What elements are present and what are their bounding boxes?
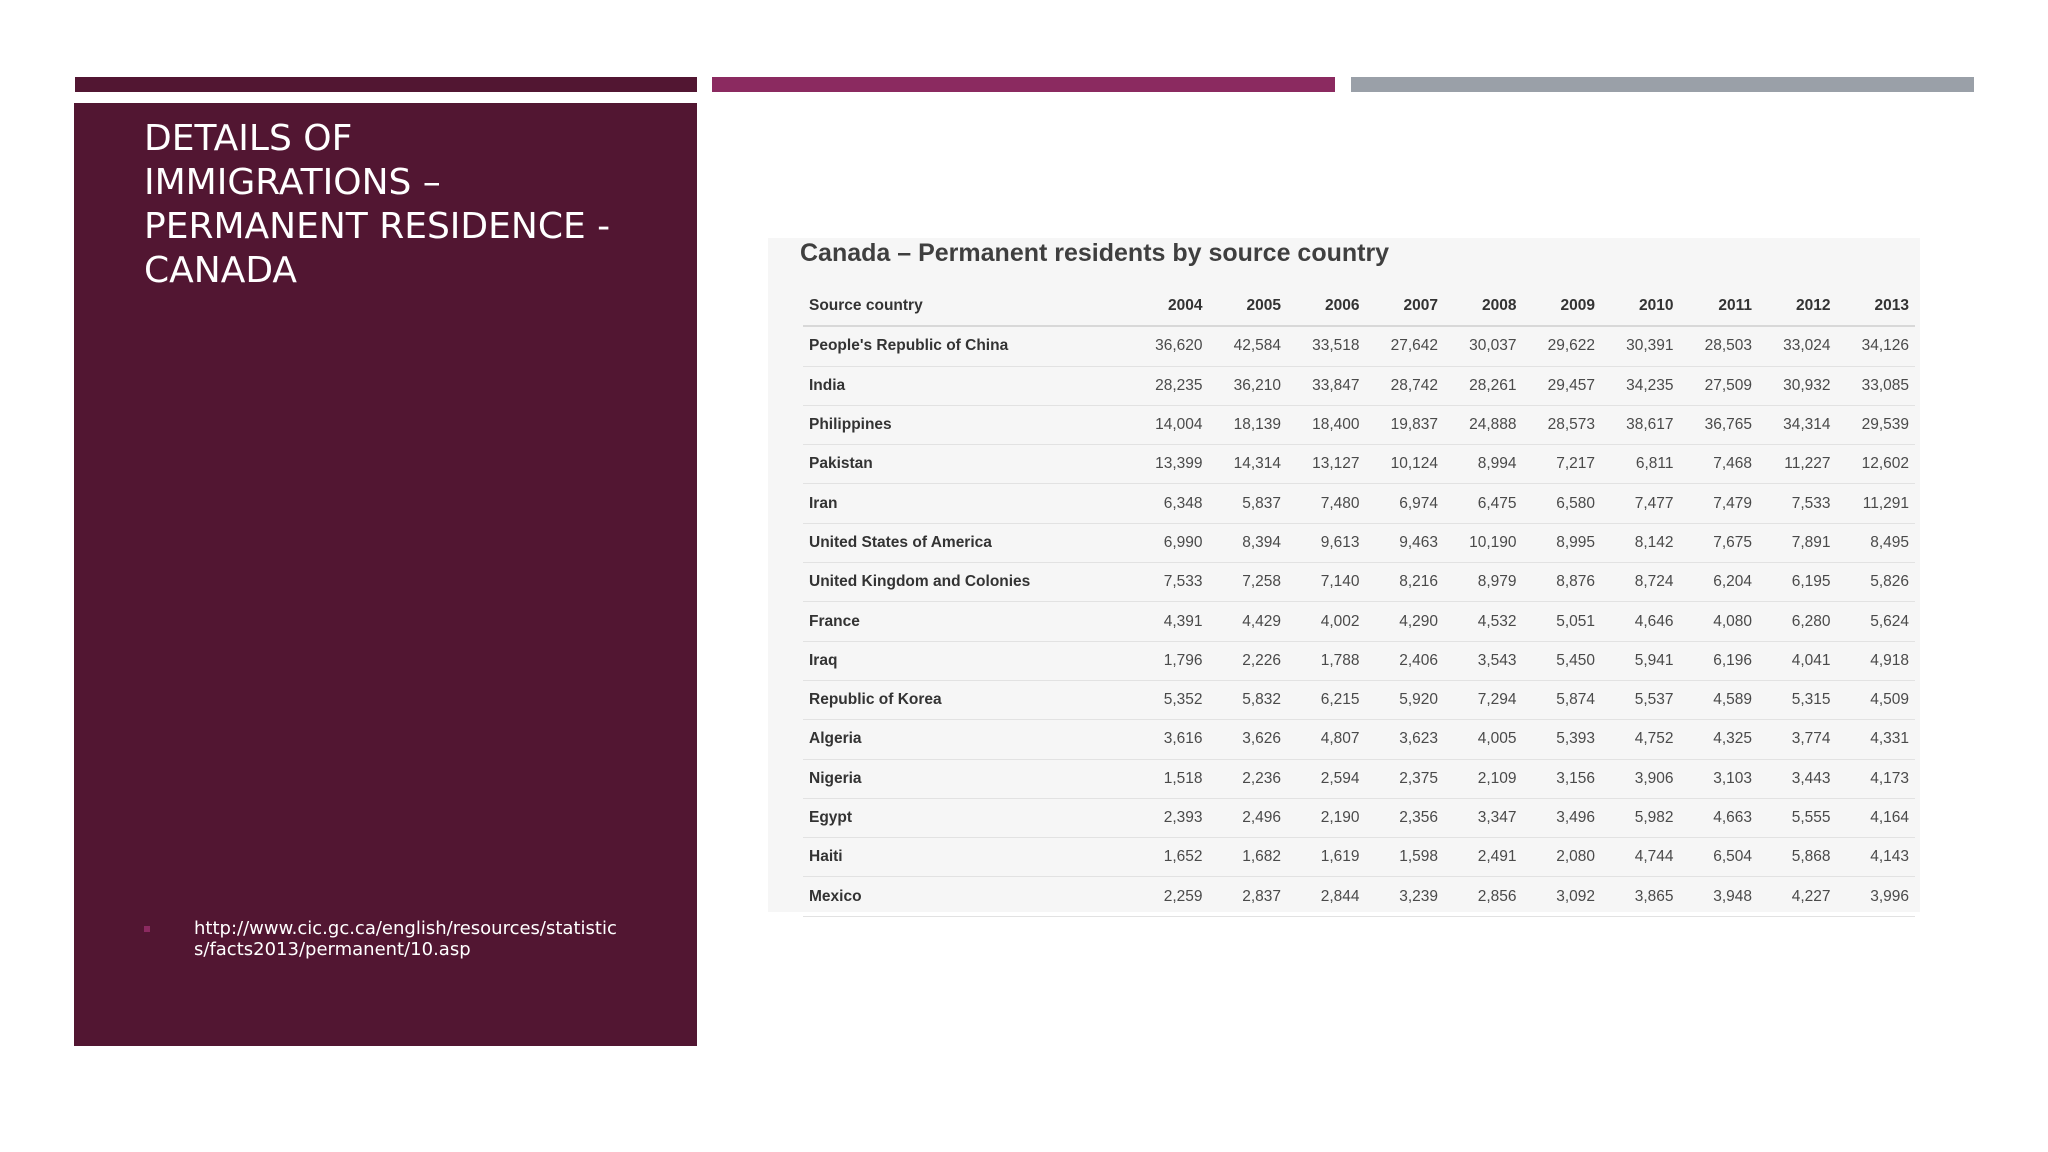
column-header-year: 2009 (1523, 287, 1602, 326)
column-header-year: 2008 (1444, 287, 1523, 326)
table-row (803, 838, 1915, 877)
value-cell: 4,227 (1758, 877, 1837, 916)
column-header-year: 2006 (1287, 287, 1366, 326)
value-cell: 2,837 (1209, 877, 1288, 916)
value-cell: 29,622 (1523, 326, 1602, 366)
value-cell: 30,037 (1444, 326, 1523, 366)
value-cell: 5,920 (1366, 680, 1445, 719)
country-cell: Egypt (803, 798, 1130, 837)
table-row (803, 366, 1915, 405)
value-cell: 5,555 (1758, 798, 1837, 837)
value-cell: 7,140 (1287, 563, 1366, 602)
value-cell: 7,533 (1130, 563, 1209, 602)
table-row (803, 798, 1915, 837)
value-cell: 6,280 (1758, 602, 1837, 641)
country-cell: Iraq (803, 641, 1130, 680)
value-cell: 34,314 (1758, 405, 1837, 444)
value-cell: 7,480 (1287, 484, 1366, 523)
country-cell: Haiti (803, 838, 1130, 877)
value-cell: 5,832 (1209, 680, 1288, 719)
column-header-year: 2010 (1601, 287, 1680, 326)
value-cell: 3,626 (1209, 720, 1288, 759)
value-cell: 5,837 (1209, 484, 1288, 523)
table-row (803, 326, 1915, 366)
value-cell: 3,443 (1758, 759, 1837, 798)
value-cell: 36,620 (1130, 326, 1209, 366)
value-cell: 6,348 (1130, 484, 1209, 523)
value-cell: 14,004 (1130, 405, 1209, 444)
value-cell: 33,085 (1837, 366, 1916, 405)
table-row (803, 877, 1915, 916)
value-cell: 4,331 (1837, 720, 1916, 759)
column-header-year: 2013 (1837, 287, 1916, 326)
value-cell: 19,837 (1366, 405, 1445, 444)
value-cell: 36,210 (1209, 366, 1288, 405)
value-cell: 8,216 (1366, 563, 1445, 602)
table-row (803, 523, 1915, 562)
value-cell: 6,475 (1444, 484, 1523, 523)
value-cell: 3,239 (1366, 877, 1445, 916)
country-cell: France (803, 602, 1130, 641)
value-cell: 8,724 (1601, 563, 1680, 602)
value-cell: 4,080 (1680, 602, 1759, 641)
value-cell: 4,290 (1366, 602, 1445, 641)
slide-title: DETAILS OF IMMIGRATIONS – PERMANENT RESIDENCE - CANADA (144, 118, 611, 291)
value-cell: 18,400 (1287, 405, 1366, 444)
value-cell: 33,847 (1287, 366, 1366, 405)
value-cell: 28,742 (1366, 366, 1445, 405)
value-cell: 4,143 (1837, 838, 1916, 877)
table-row (803, 484, 1915, 523)
column-header-year: 2012 (1758, 287, 1837, 326)
value-cell: 5,874 (1523, 680, 1602, 719)
table-row (803, 759, 1915, 798)
value-cell: 27,509 (1680, 366, 1759, 405)
value-cell: 8,394 (1209, 523, 1288, 562)
accent-bar-left (75, 77, 697, 92)
value-cell: 3,948 (1680, 877, 1759, 916)
column-header-year: 2004 (1130, 287, 1209, 326)
value-cell: 6,196 (1680, 641, 1759, 680)
value-cell: 7,294 (1444, 680, 1523, 719)
value-cell: 4,429 (1209, 602, 1288, 641)
value-cell: 4,663 (1680, 798, 1759, 837)
value-cell: 1,518 (1130, 759, 1209, 798)
value-cell: 7,891 (1758, 523, 1837, 562)
value-cell: 42,584 (1209, 326, 1288, 366)
value-cell: 27,642 (1366, 326, 1445, 366)
value-cell: 2,491 (1444, 838, 1523, 877)
country-cell: United Kingdom and Colonies (803, 563, 1130, 602)
value-cell: 28,503 (1680, 326, 1759, 366)
value-cell: 4,744 (1601, 838, 1680, 877)
value-cell: 5,537 (1601, 680, 1680, 719)
value-cell: 30,391 (1601, 326, 1680, 366)
value-cell: 36,765 (1680, 405, 1759, 444)
value-cell: 1,788 (1287, 641, 1366, 680)
value-cell: 2,080 (1523, 838, 1602, 877)
value-cell: 7,477 (1601, 484, 1680, 523)
value-cell: 1,652 (1130, 838, 1209, 877)
country-cell: Republic of Korea (803, 680, 1130, 719)
value-cell: 3,906 (1601, 759, 1680, 798)
value-cell: 1,598 (1366, 838, 1445, 877)
bullet-square-icon (144, 926, 150, 932)
value-cell: 3,616 (1130, 720, 1209, 759)
value-cell: 10,190 (1444, 523, 1523, 562)
value-cell: 5,982 (1601, 798, 1680, 837)
value-cell: 2,109 (1444, 759, 1523, 798)
residents-table (803, 287, 1915, 917)
value-cell: 4,646 (1601, 602, 1680, 641)
value-cell: 3,996 (1837, 877, 1916, 916)
value-cell: 5,941 (1601, 641, 1680, 680)
country-cell: Algeria (803, 720, 1130, 759)
value-cell: 7,217 (1523, 445, 1602, 484)
value-cell: 5,450 (1523, 641, 1602, 680)
value-cell: 1,796 (1130, 641, 1209, 680)
title-panel (74, 103, 697, 1046)
value-cell: 2,844 (1287, 877, 1366, 916)
table-body (803, 326, 1915, 916)
value-cell: 7,258 (1209, 563, 1288, 602)
value-cell: 28,573 (1523, 405, 1602, 444)
value-cell: 18,139 (1209, 405, 1288, 444)
value-cell: 8,495 (1837, 523, 1916, 562)
value-cell: 2,356 (1366, 798, 1445, 837)
value-cell: 5,352 (1130, 680, 1209, 719)
value-cell: 3,865 (1601, 877, 1680, 916)
table-image (768, 238, 1920, 912)
value-cell: 24,888 (1444, 405, 1523, 444)
value-cell: 13,399 (1130, 445, 1209, 484)
table-row (803, 720, 1915, 759)
table-row (803, 445, 1915, 484)
value-cell: 14,314 (1209, 445, 1288, 484)
country-cell: Iran (803, 484, 1130, 523)
table-row (803, 641, 1915, 680)
value-cell: 5,315 (1758, 680, 1837, 719)
value-cell: 33,518 (1287, 326, 1366, 366)
value-cell: 9,463 (1366, 523, 1445, 562)
value-cell: 8,994 (1444, 445, 1523, 484)
column-header-year: 2007 (1366, 287, 1445, 326)
value-cell: 8,995 (1523, 523, 1602, 562)
value-cell: 4,509 (1837, 680, 1916, 719)
table-row (803, 563, 1915, 602)
value-cell: 6,215 (1287, 680, 1366, 719)
table-row (803, 405, 1915, 444)
value-cell: 4,164 (1837, 798, 1916, 837)
value-cell: 2,856 (1444, 877, 1523, 916)
value-cell: 11,291 (1837, 484, 1916, 523)
value-cell: 2,226 (1209, 641, 1288, 680)
country-cell: United States of America (803, 523, 1130, 562)
value-cell: 6,195 (1758, 563, 1837, 602)
table-title: Canada – Permanent residents by source country (800, 239, 1390, 267)
value-cell: 2,236 (1209, 759, 1288, 798)
country-cell: Mexico (803, 877, 1130, 916)
value-cell: 11,227 (1758, 445, 1837, 484)
value-cell: 3,103 (1680, 759, 1759, 798)
value-cell: 38,617 (1601, 405, 1680, 444)
source-link[interactable]: http://www.cic.gc.ca/english/resources/statistics/facts2013/permanent/10.asp (194, 918, 617, 960)
value-cell: 34,235 (1601, 366, 1680, 405)
country-cell: Pakistan (803, 445, 1130, 484)
value-cell: 1,619 (1287, 838, 1366, 877)
accent-bar-right (1351, 77, 1974, 92)
value-cell: 30,932 (1758, 366, 1837, 405)
value-cell: 34,126 (1837, 326, 1916, 366)
value-cell: 3,774 (1758, 720, 1837, 759)
country-cell: People's Republic of China (803, 326, 1130, 366)
value-cell: 2,190 (1287, 798, 1366, 837)
value-cell: 4,391 (1130, 602, 1209, 641)
country-cell: Nigeria (803, 759, 1130, 798)
value-cell: 5,051 (1523, 602, 1602, 641)
value-cell: 12,602 (1837, 445, 1916, 484)
value-cell: 2,406 (1366, 641, 1445, 680)
value-cell: 4,589 (1680, 680, 1759, 719)
value-cell: 5,624 (1837, 602, 1916, 641)
value-cell: 9,613 (1287, 523, 1366, 562)
value-cell: 8,979 (1444, 563, 1523, 602)
value-cell: 28,235 (1130, 366, 1209, 405)
value-cell: 3,347 (1444, 798, 1523, 837)
value-cell: 3,092 (1523, 877, 1602, 916)
value-cell: 3,496 (1523, 798, 1602, 837)
value-cell: 5,868 (1758, 838, 1837, 877)
value-cell: 6,204 (1680, 563, 1759, 602)
value-cell: 10,124 (1366, 445, 1445, 484)
value-cell: 2,259 (1130, 877, 1209, 916)
value-cell: 4,041 (1758, 641, 1837, 680)
value-cell: 4,325 (1680, 720, 1759, 759)
value-cell: 4,807 (1287, 720, 1366, 759)
value-cell: 3,543 (1444, 641, 1523, 680)
value-cell: 29,539 (1837, 405, 1916, 444)
column-header-source-country: Source country (803, 287, 1130, 326)
country-cell: India (803, 366, 1130, 405)
value-cell: 4,752 (1601, 720, 1680, 759)
value-cell: 33,024 (1758, 326, 1837, 366)
value-cell: 8,142 (1601, 523, 1680, 562)
value-cell: 1,682 (1209, 838, 1288, 877)
value-cell: 7,468 (1680, 445, 1759, 484)
value-cell: 28,261 (1444, 366, 1523, 405)
table-header-row (803, 287, 1915, 326)
value-cell: 4,002 (1287, 602, 1366, 641)
value-cell: 4,532 (1444, 602, 1523, 641)
value-cell: 2,594 (1287, 759, 1366, 798)
value-cell: 3,623 (1366, 720, 1445, 759)
value-cell: 3,156 (1523, 759, 1602, 798)
value-cell: 4,005 (1444, 720, 1523, 759)
value-cell: 6,580 (1523, 484, 1602, 523)
value-cell: 5,393 (1523, 720, 1602, 759)
value-cell: 2,393 (1130, 798, 1209, 837)
country-cell: Philippines (803, 405, 1130, 444)
value-cell: 4,918 (1837, 641, 1916, 680)
value-cell: 6,811 (1601, 445, 1680, 484)
value-cell: 7,533 (1758, 484, 1837, 523)
value-cell: 6,504 (1680, 838, 1759, 877)
value-cell: 2,375 (1366, 759, 1445, 798)
value-cell: 4,173 (1837, 759, 1916, 798)
value-cell: 6,974 (1366, 484, 1445, 523)
value-cell: 6,990 (1130, 523, 1209, 562)
table-row (803, 602, 1915, 641)
value-cell: 7,479 (1680, 484, 1759, 523)
column-header-year: 2005 (1209, 287, 1288, 326)
value-cell: 13,127 (1287, 445, 1366, 484)
accent-bar-middle (712, 77, 1335, 92)
value-cell: 5,826 (1837, 563, 1916, 602)
column-header-year: 2011 (1680, 287, 1759, 326)
value-cell: 29,457 (1523, 366, 1602, 405)
value-cell: 2,496 (1209, 798, 1288, 837)
table-row (803, 680, 1915, 719)
value-cell: 8,876 (1523, 563, 1602, 602)
value-cell: 7,675 (1680, 523, 1759, 562)
